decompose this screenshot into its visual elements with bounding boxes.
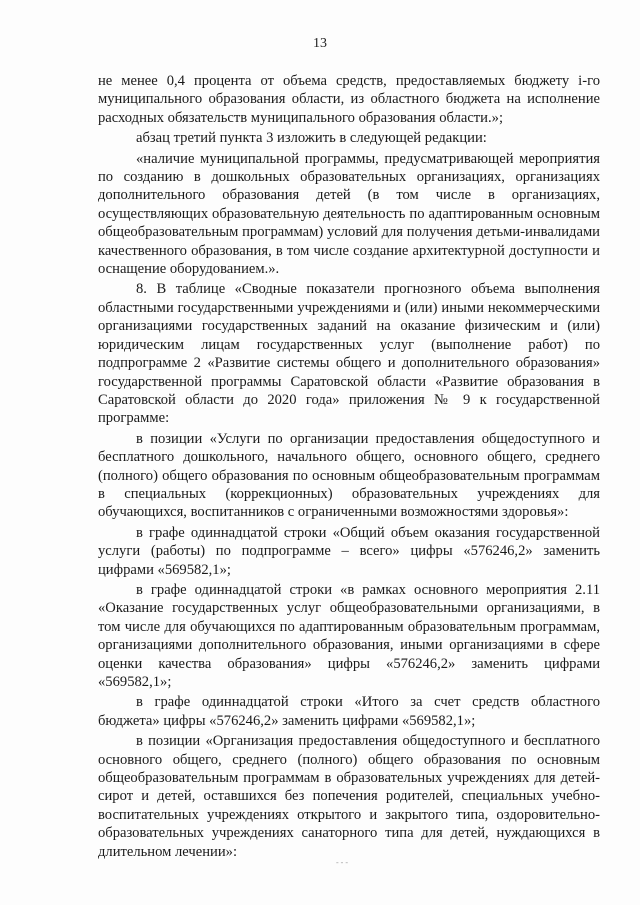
document-body <box>98 72 600 863</box>
paragraph: «наличие муниципальной программы, предусматривающей мероприятия по созданию в дошкольных образовательных организациях, организациях дополнительного образования детей (в том числе в организациях, осуществляющих образовательную деятельность по адаптированным основным общеобразовательным программам) условий для получения детьми-инвалидами качественного образования, в том числе создание архитектурной доступности и оснащение оборудованием.». <box>98 150 600 278</box>
paragraph: 8. В таблице «Сводные показатели прогнозного объема выполнения областными государственными учреждениями и (или) иными некоммерческими организациями государственных заданий на оказание физическим и (или) юридическим лицам государственных услуг (выполнение работ) по подпрограмме 2 «Развитие системы общего и дополнительного образования» государственной программы Саратовской области «Развитие образования в Саратовской области до 2020 года» приложения № 9 к государственной программе: <box>98 281 600 427</box>
paragraph: в позиции «Услуги по организации предоставления общедоступного и бесплатного дошкольного, начального общего, основного общего, среднего (полного) общего образования по основным общеобразовательным программам в специальных (коррекционных) образовательных учреждениях для обучающихся, воспитанников с ограниченными возможностями здоровья»: <box>98 430 600 521</box>
paragraph: в графе одиннадцатой строки «в рамках основного мероприятия 2.11 «Оказание государственных услуг общеобразовательными организациями, в том числе для обучающихся по адаптированным образовательным программам, организациями дополнительного образования, иными организациями в сфере оценки качества образования» цифры «576246,2» заменить цифрами «569582,1»; <box>98 581 600 690</box>
scan-speck: - - - <box>336 858 348 867</box>
paragraph: абзац третий пункта 3 изложить в следующей редакции: <box>136 130 487 147</box>
paragraph: в графе одиннадцатой строки «Общий объем оказания государственной услуги (работы) по подпрограмме – всего» цифры «576246,2» заменить цифрами «569582,1»; <box>98 524 600 578</box>
page-number: 13 <box>313 36 327 51</box>
paragraph: в графе одиннадцатой строки «Итого за счет средств областного бюджета» цифры «576246,2» заменить цифрами «569582,1»; <box>98 694 600 729</box>
paragraph: в позиции «Организация предоставления общедоступного и бесплатного основного общего, среднего (полного) общего образования по основным общеобразовательным программам в образовательных учреждениях для детей-сирот и детей, оставшихся без попечения родителей, специальных учебно-воспитательных учреждениях открытого и закрытого типа, оздоровительно-образовательных учреждениях санаторного типа для детей, нуждающихся в длительном лечении»: <box>98 733 600 860</box>
paragraph: не менее 0,4 процента от объема средств, предоставляемых бюджету i-го муниципального образования области, из областного бюджета на исполнение расходных обязательств муниципального образования области.»; <box>98 73 600 126</box>
